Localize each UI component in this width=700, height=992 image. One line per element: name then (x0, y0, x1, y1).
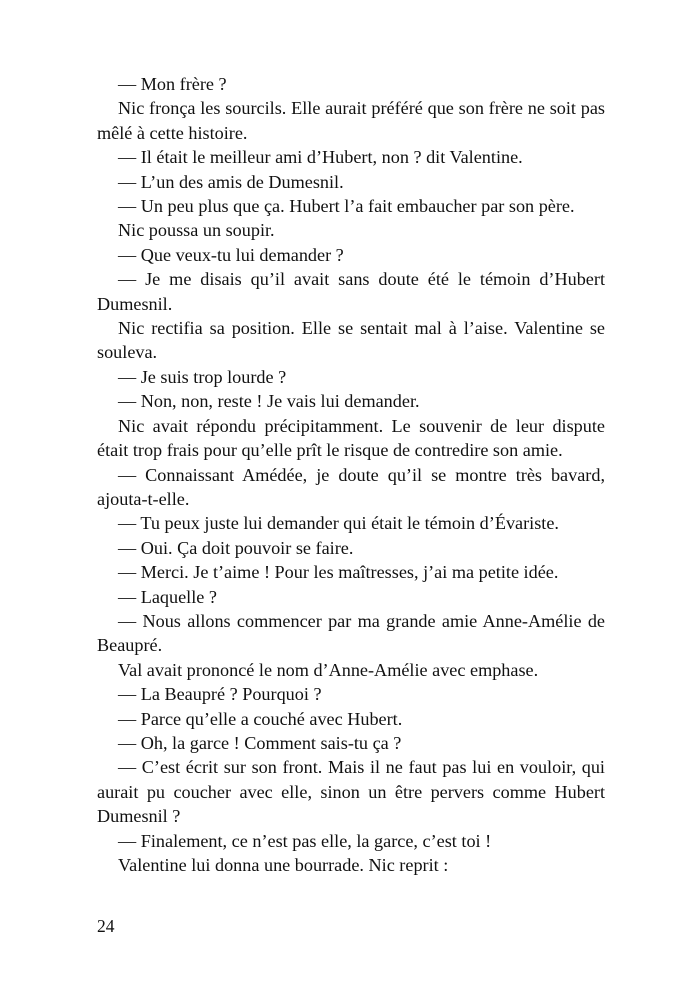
paragraph: — Oui. Ça doit pouvoir se faire. (118, 537, 354, 558)
body-text (97, 72, 605, 877)
paragraph: — Parce qu’elle a couché avec Hubert. (118, 708, 403, 729)
paragraph: — Je suis trop lourde ? (118, 366, 287, 387)
paragraph: — Oh, la garce ! Comment sais-tu ça ? (118, 732, 402, 753)
paragraph: Val avait prononcé le nom d’Anne-Amélie avec emphase. (118, 659, 539, 680)
paragraph: — Je me disais qu’il avait sans doute été le témoin d’Hubert Dumesnil. (97, 269, 605, 314)
paragraph: Nic poussa un soupir. (118, 220, 275, 241)
paragraph: — Nous allons commencer par ma grande amie Anne-Amélie de Beaupré. (97, 610, 605, 656)
paragraph: — Connaissant Amédée, je doute qu’il se montre très bavard, ajouta-t-elle. (97, 464, 605, 509)
paragraph: — Que veux-tu lui demander ? (118, 244, 344, 265)
paragraph: — Non, non, reste ! Je vais lui demander. (118, 391, 420, 412)
paragraph: — Laquelle ? (118, 586, 217, 607)
paragraph: Nic avait répondu précipitamment. Le souvenir de leur dispute était trop frais pour qu’elle prît le risque de contredire son amie. (97, 415, 605, 461)
paragraph: — La Beaupré ? Pourquoi ? (118, 684, 322, 705)
paragraph: — Mon frère ? (118, 74, 227, 94)
paragraph: — Tu peux juste lui demander qui était le témoin d’Évariste. (118, 513, 559, 534)
paragraph: — Merci. Je t’aime ! Pour les maîtresses, j’ai ma petite idée. (118, 562, 559, 583)
paragraph: — Un peu plus que ça. Hubert l’a fait embaucher par son père. (118, 196, 575, 217)
paragraph: — Il était le meilleur ami d’Hubert, non ? dit Valentine. (118, 147, 523, 168)
paragraph: — C’est écrit sur son front. Mais il ne faut pas lui en vouloir, qui aurait pu coucher avec elle, sinon un être pervers comme Hubert Dumesnil ? (97, 757, 605, 827)
paragraph: Nic rectifia sa position. Elle se sentait mal à l’aise. Valentine se souleva. (97, 318, 605, 363)
paragraph: — Finalement, ce n’est pas elle, la garce, c’est toi ! (118, 830, 492, 851)
page-number: 24 (97, 916, 115, 936)
paragraph: — L’un des amis de Dumesnil. (118, 171, 344, 192)
paragraph: Nic fronça les sourcils. Elle aurait préféré que son frère ne soit pas mêlé à cette histoire. (97, 98, 605, 143)
paragraph: Valentine lui donna une bourrade. Nic reprit : (118, 855, 449, 875)
